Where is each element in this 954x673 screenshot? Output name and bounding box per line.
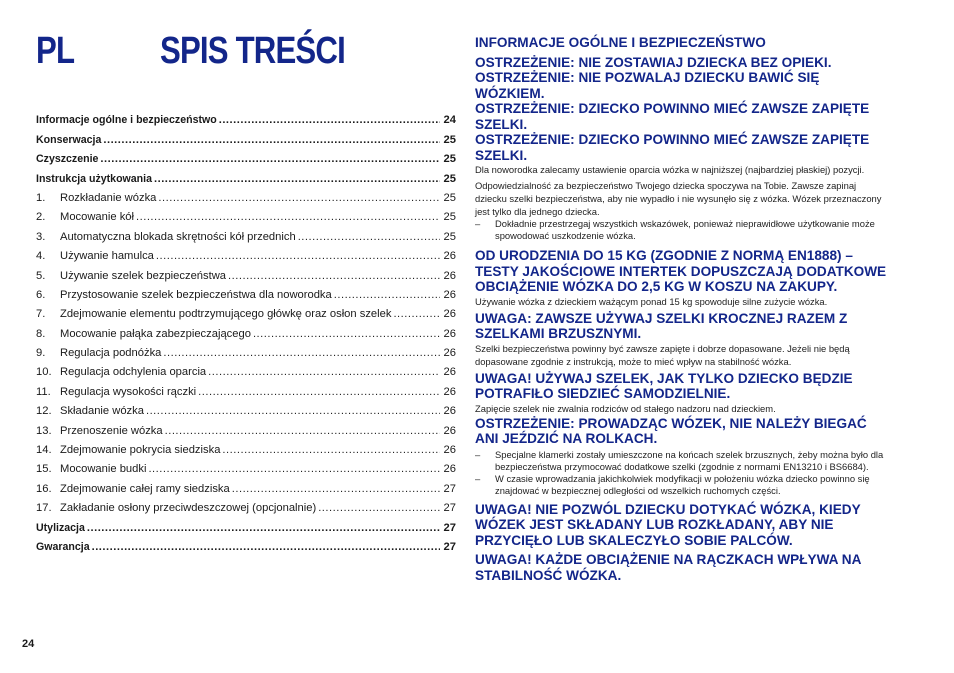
table-of-contents <box>36 108 456 554</box>
warning-heading: UWAGA! KAŻDE OBCIĄŻENIE NA RĄCZKACH WPŁYWA NA STABILNOŚĆ WÓZKA. <box>475 552 861 583</box>
toc-entry <box>36 515 456 534</box>
toc-entry-page: 26 <box>443 250 456 263</box>
toc-leader-dots <box>100 153 440 166</box>
toc-entry-number: 1. <box>36 191 46 204</box>
toc-entry-page: 26 <box>443 327 456 340</box>
warning-heading: OSTRZEŻENIE: PROWADZĄC WÓZEK, NIE NALEŻY BIEGAĆ ANI JEŹDZIĆ NA ROLKACH. <box>475 415 867 446</box>
toc-entry-page: 25 <box>443 211 456 224</box>
toc-entry-page: 27 <box>443 521 456 534</box>
toc-entry <box>36 224 456 243</box>
toc-entry-label: Zdejmowanie elementu podtrzymującego główkę oraz osłon szelek <box>60 308 392 321</box>
toc-entry-label: Używanie hamulca <box>60 250 154 263</box>
toc-entry-label: Mocowanie pałąka zabezpieczającego <box>60 327 251 340</box>
toc-entry-label: Używanie szelek bezpieczeństwa <box>60 269 227 282</box>
toc-entry-label: Zdejmowanie całej ramy siedziska <box>60 482 230 495</box>
toc-entry <box>36 341 456 360</box>
paragraph: Odpowiedzialność za bezpieczeństwo Twojego dziecka spoczywa na Tobie. Zawsze zapinaj dziecku szelki bezpieczeństwa, aby nie wypadło i nie wysunęło się z wózka. Wózek przeznaczony jest tylko dla jednego dziecka. <box>475 180 882 217</box>
toc-leader-dots <box>253 328 440 341</box>
toc-entry <box>36 283 456 302</box>
toc-entry <box>36 418 456 437</box>
toc-entry-number: 15. <box>36 463 52 476</box>
toc-entry-label: Rozkładanie wózka <box>60 191 157 204</box>
toc-entry <box>36 535 456 554</box>
toc-entry-number: 16. <box>36 482 52 495</box>
toc-entry-page: 26 <box>443 308 456 321</box>
toc-entry-label: Konserwacja <box>36 133 102 146</box>
toc-leader-dots <box>219 114 440 127</box>
toc-entry-label: Przystosowanie szelek bezpieczeństwa dla noworodka <box>60 288 332 301</box>
toc-entry-number: 7. <box>36 308 46 321</box>
toc-entry-label: Zdejmowanie pokrycia siedziska <box>60 444 221 457</box>
toc-leader-dots <box>103 134 440 147</box>
bullet-item: – Dokładnie przestrzegaj wszystkich wskazówek, ponieważ nieprawidłowe użytkowanie może spowodować uszkodzenie wózka. <box>475 218 875 241</box>
language-code: PL <box>36 30 75 72</box>
toc-entry-page: 26 <box>443 444 456 457</box>
toc-entry-number: 8. <box>36 327 46 340</box>
toc-entry-label: Regulacja wysokości rączki <box>60 385 197 398</box>
bullet-item: – W czasie wprowadzania jakichkolwiek modyfikacji w położeniu wózka dziecko powinno się znajdować w bezpiecznej odległości od wszelkich ruchomych części. <box>475 472 870 496</box>
toc-leader-dots <box>228 270 440 283</box>
toc-entry-page: 26 <box>443 463 456 476</box>
toc-entry-number: 10. <box>36 366 52 379</box>
toc-entry <box>36 496 456 515</box>
toc-leader-dots <box>198 386 440 399</box>
toc-entry-label: Automatyczna blokada skrętności kół przednich <box>60 230 296 243</box>
toc-entry-label: Zakładanie osłony przeciwdeszczowej (opcjonalnie) <box>60 502 317 515</box>
toc-entry-number: 9. <box>36 347 46 360</box>
toc-entry <box>36 302 456 321</box>
toc-entry-label: Składanie wózka <box>60 405 144 418</box>
toc-entry-label: Utylizacja <box>36 521 85 534</box>
warning-heading: OSTRZEŻENIE: DZIECKO POWINNO MIEĆ ZAWSZE ZAPIĘTE SZELKI. <box>475 132 870 163</box>
toc-entry-label: Mocowanie kół <box>60 211 134 224</box>
toc-leader-dots <box>92 541 440 554</box>
toc-entry-page: 25 <box>443 153 456 166</box>
paragraph: Dla noworodka zalecamy ustawienie oparcia wózka w najniższej (najbardziej płaskiej) pozycji. <box>475 164 865 175</box>
paragraph: Zapięcie szelek nie zwalnia rodziców od stałego nadzoru nad dzieckiem. <box>475 402 776 414</box>
section-heading: INFORMACJE OGÓLNE I BEZPIECZEŃSTWO <box>475 35 766 50</box>
toc-leader-dots <box>163 347 440 360</box>
toc-entry <box>36 457 456 476</box>
toc-entry-page: 24 <box>443 114 456 127</box>
toc-entry-page: 26 <box>443 347 456 360</box>
toc-leader-dots <box>334 289 440 302</box>
warning-heading: UWAGA: ZAWSZE UŻYWAJ SZELKI KROCZNEJ RAZEM Z SZELKAMI BRZUSZNYMI. <box>475 310 848 341</box>
warning-heading: OSTRZEŻENIE: DZIECKO POWINNO MIEĆ ZAWSZE ZAPIĘTE SZELKI. <box>475 101 870 132</box>
toc-entry-number: 11. <box>36 385 51 398</box>
toc-entry <box>36 399 456 418</box>
toc-entry-page: 25 <box>443 230 456 243</box>
toc-entry-page: 25 <box>443 191 456 204</box>
toc-leader-dots <box>208 366 440 379</box>
toc-leader-dots <box>148 463 440 476</box>
toc-entry-page: 25 <box>443 172 456 185</box>
toc-leader-dots <box>136 211 440 224</box>
toc-entry <box>36 360 456 379</box>
toc-entry <box>36 186 456 205</box>
bullet-item: – Specjalne klamerki zostały umieszczone na końcach szelek brzusznych, żeby można było dla bezpieczeństwa przymocować dodatkowe szelki (zgodnie z normami EN13210 i BS6684). <box>475 448 884 472</box>
toc-entry-label: Instrukcja użytkowania <box>36 172 152 185</box>
toc-entry-label: Regulacja odchylenia oparcia <box>60 366 207 379</box>
toc-entry <box>36 321 456 340</box>
toc-entry-label: Gwarancja <box>36 540 90 553</box>
toc-entry <box>36 438 456 457</box>
toc-entry-page: 26 <box>443 288 456 301</box>
warning-heading: OSTRZEŻENIE: NIE POZWALAJ DZIECKU BAWIĆ SIĘ WÓZKIEM. <box>475 70 820 101</box>
toc-entry <box>36 127 456 146</box>
page-number: 24 <box>22 638 35 650</box>
toc-entry-page: 26 <box>443 424 456 437</box>
toc-leader-dots <box>222 444 440 457</box>
toc-entry-number: 2. <box>36 211 46 224</box>
toc-entry-page: 26 <box>443 269 456 282</box>
warning-heading: OD URODZENIA DO 15 KG (ZGODNIE Z NORMĄ EN1888) – TESTY JAKOŚCIOWE INTERTEK DOPUSZCZAJĄ DODATKOWE OBCIĄŻENIE WÓZKA DO 2,5 KG W KOSZU NA ZAKUPY. <box>475 248 887 294</box>
toc-leader-dots <box>156 250 440 263</box>
toc-entry-label: Informacje ogólne i bezpieczeństwo <box>36 114 217 127</box>
toc-leader-dots <box>165 425 440 438</box>
toc-entry-page: 25 <box>443 133 456 146</box>
toc-entry-label: Regulacja podnóżka <box>60 347 162 360</box>
toc-entry-page: 27 <box>443 482 456 495</box>
toc-leader-dots <box>393 308 440 321</box>
toc-entry <box>36 263 456 282</box>
paragraph: Używanie wózka z dzieckiem ważącym ponad 15 kg spowoduje silne zużycie wózka. <box>475 295 828 307</box>
toc-leader-dots <box>158 192 440 205</box>
toc-entry-number: 13. <box>36 424 52 437</box>
warning-heading: UWAGA! NIE POZWÓL DZIECKU DOTYKAĆ WÓZKA, KIEDY WÓZEK JEST SKŁADANY LUB ROZKŁADANY, ABY NIE PRZYCIĘŁO LUB SKALECZYŁO SOBIE PALCÓW. <box>475 501 861 548</box>
toc-entry-label: Czyszczenie <box>36 153 99 166</box>
toc-entry-number: 12. <box>36 405 52 418</box>
toc-leader-dots <box>298 231 440 244</box>
toc-entry-number: 14. <box>36 444 52 457</box>
toc-entry-number: 5. <box>36 269 46 282</box>
warning-heading: OSTRZEŻENIE: NIE ZOSTAWIAJ DZIECKA BEZ OPIEKI. <box>475 54 832 70</box>
safety-section <box>475 35 890 583</box>
toc-entry-number: 3. <box>36 230 46 243</box>
toc-entry <box>36 476 456 495</box>
toc-entry-page: 26 <box>443 385 456 398</box>
page-title: SPIS TREŚCI <box>160 30 345 72</box>
toc-entry <box>36 244 456 263</box>
toc-entry-page: 26 <box>443 405 456 418</box>
toc-leader-dots <box>87 522 440 535</box>
toc-leader-dots <box>318 502 440 515</box>
toc-entry-page: 27 <box>443 540 456 553</box>
toc-entry-label: Przenoszenie wózka <box>60 424 163 437</box>
toc-leader-dots <box>232 483 440 496</box>
toc-entry-number: 4. <box>36 250 46 263</box>
toc-leader-dots <box>154 173 440 186</box>
toc-entry-number: 6. <box>36 288 46 301</box>
toc-leader-dots <box>146 405 440 418</box>
toc-entry <box>36 166 456 185</box>
toc-entry <box>36 379 456 398</box>
toc-entry <box>36 205 456 224</box>
toc-entry-label: Mocowanie budki <box>60 463 147 476</box>
toc-entry <box>36 147 456 166</box>
warning-heading: UWAGA! UŻYWAJ SZELEK, JAK TYLKO DZIECKO BĘDZIE POTRAFIŁO SIEDZIEĆ SAMODZIELNIE. <box>475 370 853 401</box>
toc-entry-page: 26 <box>443 366 456 379</box>
paragraph: Szelki bezpieczeństwa powinny być zawsze zapięte i dobrze dopasowane. Jeżeli nie będą dopasowane zgodnie z instrukcją, może to mieć wpływ na stabilność wózka. <box>475 342 850 367</box>
toc-entry-page: 27 <box>443 502 456 515</box>
toc-entry <box>36 108 456 127</box>
toc-entry-number: 17. <box>36 502 52 515</box>
